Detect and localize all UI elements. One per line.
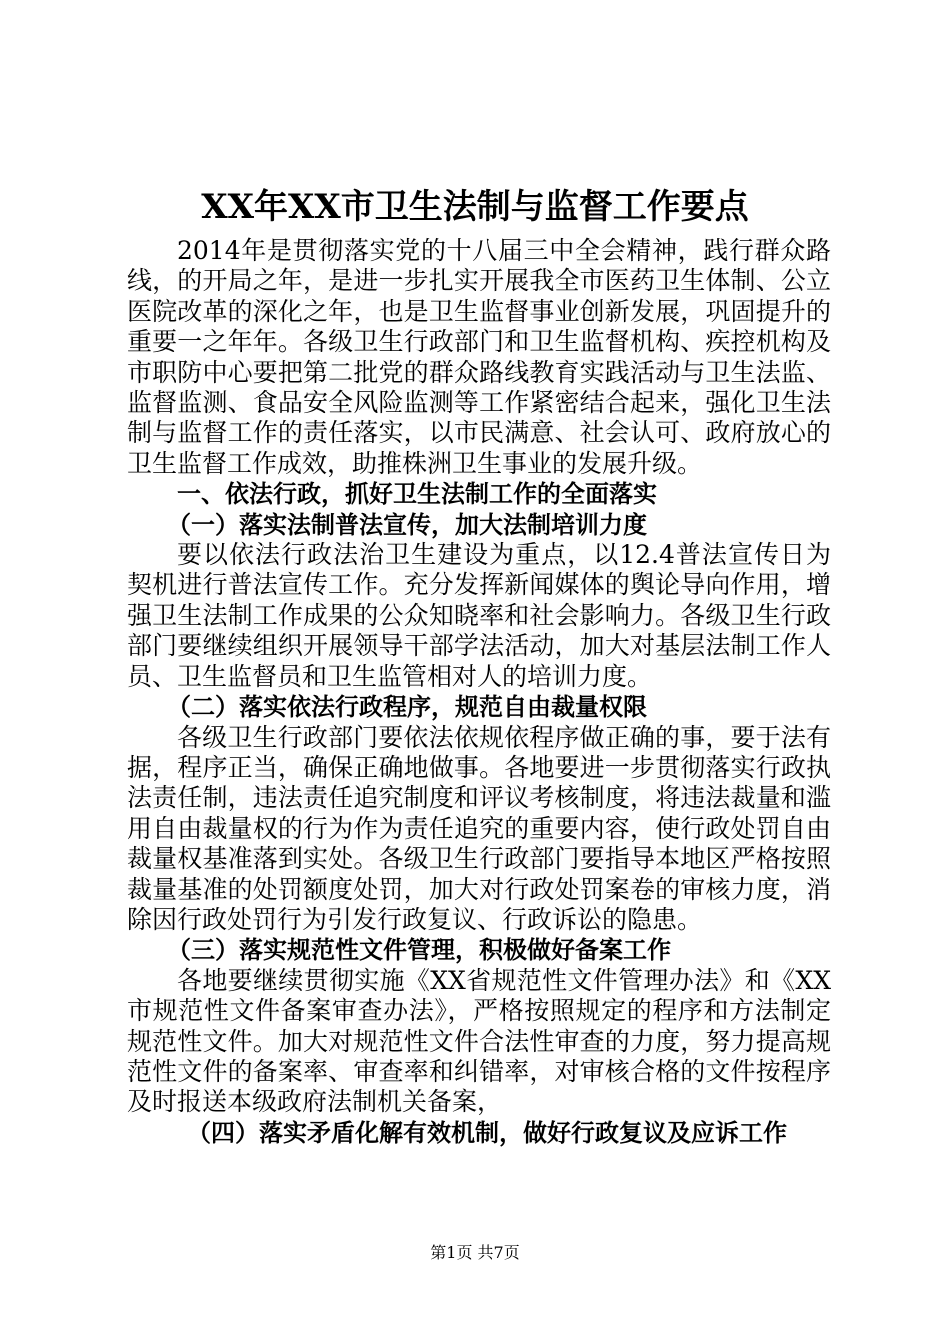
document-body bbox=[127, 236, 831, 1148]
intro-paragraph: 2014年是贯彻落实党的十八届三中全会精神，践行群众路线，的开局之年，是进一步扎实开展我全市医药卫生体制、公立医院改革的深化之年，也是卫生监督事业创新发展，巩固提升的重要一之年年。各级卫生行政部门和卫生监督机构、疾控机构及市职防中心要把第二批党的群众路线教育实践活动与卫生法监、监督监测、食品安全风险监测等工作紧密结合起来，强化卫生法制与监督工作的责任落实，以市民满意、社会认可、政府放心的卫生监督工作成效，助推株洲卫生事业的发展升级。 bbox=[127, 236, 831, 478]
subsection-1-paragraph: 要以依法行政法治卫生建设为重点，以12.4普法宣传日为契机进行普法宣传工作。充分发挥新闻媒体的舆论导向作用，增强卫生法制工作成果的公众知晓率和社会影响力。各级卫生行政部门要继续组织开展领导干部学法活动，加大对基层法制工作人员、卫生监督员和卫生监管相对人的培训力度。 bbox=[127, 540, 831, 691]
page-footer: 第1页 共7页 bbox=[430, 1243, 520, 1262]
subsection-3-paragraph: 各地要继续贯彻实施《XX省规范性文件管理办法》和《XX市规范性文件备案审查办法》，严格按照规定的程序和方法制定规范性文件。加大对规范性文件合法性审查的力度，努力提高规范性文件的备案率、审查率和纠错率，对审核合格的文件按程序及时报送本级政府法制机关备案， bbox=[127, 965, 831, 1117]
subsection-2-heading: （二）落实依法行政程序，规范自由裁量权限 bbox=[167, 693, 647, 722]
subsection-2-paragraph: 各级卫生行政部门要依法依规依程序做正确的事，要于法有据，程序正当，确保正确地做事。各地要进一步贯彻落实行政执法责任制，违法责任追究制度和评议考核制度，将违法裁量和滥用自由裁量权的行为作为责任追究的重要内容，使行政处罚自由裁量权基准落到实处。各级卫生行政部门要指导本地区严格按照裁量基准的处罚额度处罚，加大对行政处罚案卷的审核力度，消除因行政处罚行为引发行政复议、行政诉讼的隐患。 bbox=[127, 722, 831, 934]
section-1-heading: 一、依法行政，抓好卫生法制工作的全面落实 bbox=[177, 480, 657, 509]
subsection-3-heading: （三）落实规范性文件管理，积极做好备案工作 bbox=[167, 936, 671, 965]
subsection-1-heading: （一）落实法制普法宣传，加大法制培训力度 bbox=[167, 510, 647, 539]
document-title: XX年XX市卫生法制与监督工作要点 bbox=[201, 187, 749, 227]
subsection-4-heading: （四）落实矛盾化解有效机制，做好行政复议及应诉工作 bbox=[187, 1118, 787, 1147]
